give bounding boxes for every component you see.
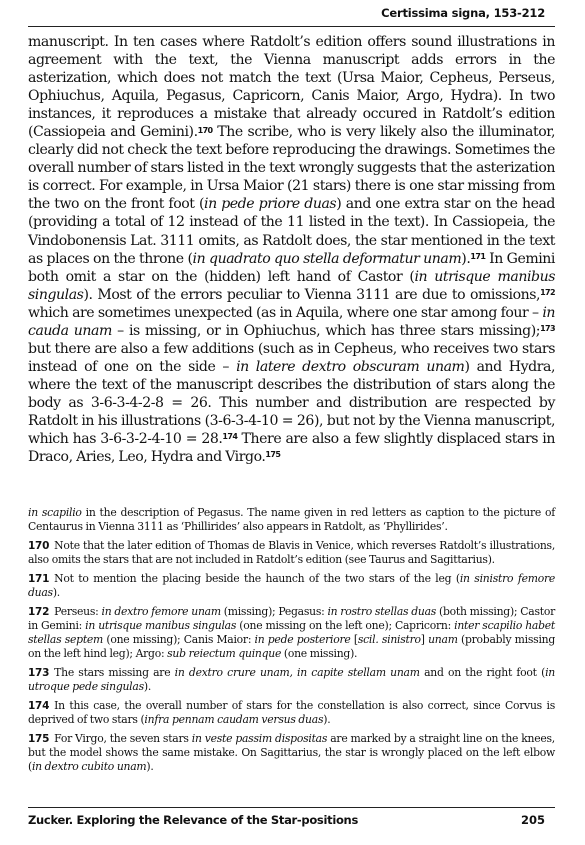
text-run: The scribe, who is very likely also the illuminator, clearly did not check the text before reproducing the drawings. Sometimes the overall number of stars listed in the text wrongly suggests that the asterization is correct. For example, in Ursa Maior (21 stars) there is one star missing from the two on the front foot ( — [28, 124, 555, 213]
footnote-reference[interactable]: 173 — [540, 324, 555, 334]
footer-rule — [28, 807, 555, 808]
running-head: Certissima signa, 153-212 — [381, 6, 545, 20]
footnote-number: 173 — [28, 667, 50, 680]
footnote — [28, 572, 555, 600]
footnote-reference[interactable]: 172 — [540, 288, 555, 298]
footnote — [28, 539, 555, 567]
text-run: ). — [52, 586, 60, 600]
footer-title: Zucker. Exploring the Relevance of the Star-positions — [28, 813, 358, 827]
text-run: are marked by a straight line on the knees, but the model shows the same mistake. On Sagittarius, the star is wrongly placed on the left elbow ( — [28, 731, 555, 774]
text-run: ). — [146, 760, 154, 774]
italic-latin-phrase: in utrisque manibus singulas — [28, 268, 555, 303]
text-run: (one missing on the left one); Capricorn: — [236, 618, 455, 632]
italic-latin-phrase: in veste passim dispositas — [191, 731, 328, 745]
footnote — [28, 666, 555, 694]
text-run: ). Most of the errors peculiar to Vienna 3111 are due to omissions, — [83, 286, 541, 303]
italic-latin-phrase: in dextro cubito unam — [31, 760, 147, 774]
header-rule — [28, 26, 555, 27]
italic-latin-phrase: in utroque pede singulas — [28, 666, 555, 694]
footnote-number: 174 — [28, 699, 50, 712]
italic-latin-phrase: in pede posteriore — [254, 633, 351, 647]
main-text-body — [28, 33, 555, 466]
italic-latin-phrase: in cauda unam — [28, 304, 555, 339]
text-run: ) and Hydra, where the text of the manuscript describes the distribution of stars along the body as 3-6-3-4-2-8 = 26. This number and distribution are respected by Ratdolt in his illustrations (3-6-3-4-10 = 26), but not by the Vienna manuscript, which has 3-6-3-2-4-10 = 28. — [28, 358, 555, 448]
text-run: (both missing); Castor in Gemini: — [28, 604, 555, 632]
text-run: Note that the later edition of Thomas de Blavis in Venice, which reverses Ratdolt’s illustrations, also omits the stars that are not included in Ratdolt’s edition (see Taurus and Sagittarius). — [28, 538, 555, 567]
text-run: ] — [420, 633, 429, 647]
text-run: (missing); Pegasus: — [220, 604, 328, 618]
footnote-reference[interactable]: 174 — [222, 432, 238, 442]
italic-latin-phrase: in dextro femore unam — [101, 604, 221, 618]
footnote-reference[interactable]: 175 — [265, 450, 281, 460]
footnote-number: 175 — [28, 732, 50, 745]
main-paragraph — [28, 33, 555, 466]
text-run: but there are also a few additions (such as in Cepheus, who receives two stars instead of one on the side – — [28, 340, 555, 375]
text-run: For Virgo, the seven stars — [54, 731, 192, 745]
text-run: In Gemini both omit a star on the (hidden) left hand of Castor ( — [28, 250, 555, 285]
footnote-reference[interactable]: 171 — [470, 251, 486, 261]
italic-latin-phrase: in dextro crure unam, in capite stellam unam — [174, 666, 420, 680]
italic-latin-phrase: inter scapilio habet stellas septem — [28, 618, 556, 647]
italic-latin-phrase: infra pennam caudam versus duas — [144, 713, 324, 727]
text-run: ). — [323, 713, 331, 727]
footnote — [28, 605, 555, 662]
italic-latin-phrase: scil. sinistro — [357, 633, 421, 647]
italic-latin-phrase: in sinistro femore duas — [28, 571, 555, 600]
footnotes-area — [28, 506, 555, 779]
text-run: in the description of Pegasus. The name given in red letters as caption to the picture of Centaurus in Vienna 3111 as ‘Phillirides’ also appears in Ratdolt, as ‘Phyllirides’. — [28, 506, 555, 534]
text-run: ). — [461, 250, 471, 267]
text-run: (one missing). — [281, 647, 358, 661]
text-run: The stars missing are — [54, 666, 175, 680]
text-run: Perseus: — [54, 604, 102, 618]
footnote-reference[interactable]: 170 — [197, 125, 213, 135]
footnote — [28, 506, 555, 534]
footnote — [28, 699, 555, 727]
footnote-number: 170 — [28, 539, 50, 552]
footnote-number: 171 — [28, 572, 50, 585]
text-run: In this case, the overall number of stars for the constellation is also correct, since Corvus is deprived of two stars ( — [28, 698, 555, 727]
text-run: There are also a few slightly displaced stars in Draco, Aries, Leo, Hydra and Virgo. — [28, 431, 555, 466]
page-number: 205 — [520, 813, 545, 827]
italic-latin-phrase: in latere dextro obscuram unam — [236, 358, 465, 375]
text-run: [ — [350, 633, 358, 647]
text-run: manuscript. In ten cases where Ratdolt’s edition offers sound illustrations in agreement with the text, the Vienna manuscript adds errors in the asterization, which does not match the text (Ursa Maior, Cepheus, Perseus, Ophiuchus, Aquila, Pegasus, Capricorn, Canis Maior, Argo, Hydra). In two instances, it reproduces a mistake that already occured in Ratdolt’s edition (Cassiopeia and Gemini). — [28, 34, 555, 141]
text-run: which are sometimes unexpected (as in Aquila, where one star among four – — [28, 304, 543, 321]
footnote — [28, 732, 555, 775]
text-run: ) and one extra star on the head (providing a total of 12 instead of the 11 listed in the text). In Cassiopeia, the Vindobonensis Lat. 3111 omits, as Ratdolt does, the star mentioned in the text as places on the throne ( — [28, 196, 555, 267]
italic-latin-phrase: in utrisque manibus singulas — [85, 618, 237, 632]
text-run: (one missing); Canis Maior: — [103, 633, 255, 647]
italic-latin-phrase: in scapilio — [28, 506, 82, 519]
italic-latin-phrase: in pede priore duas — [204, 196, 337, 213]
text-run: Not to mention the placing beside the haunch of the two stars of the leg ( — [54, 571, 460, 585]
italic-latin-phrase: unam — [428, 633, 458, 647]
italic-latin-phrase: in quadrato quo stella deformatur unam — [192, 250, 462, 267]
text-run: – is missing, or in Ophiuchus, which has three stars missing); — [111, 322, 541, 339]
italic-latin-phrase: in rostro stellas duas — [327, 604, 437, 618]
footnote-number: 172 — [28, 605, 50, 618]
text-run: (probably missing on the left hind leg); Argo: — [28, 633, 556, 661]
text-run: ). — [143, 680, 152, 694]
italic-latin-phrase: sub reiectum quinque — [167, 647, 282, 661]
text-run: and on the right foot ( — [419, 666, 546, 680]
